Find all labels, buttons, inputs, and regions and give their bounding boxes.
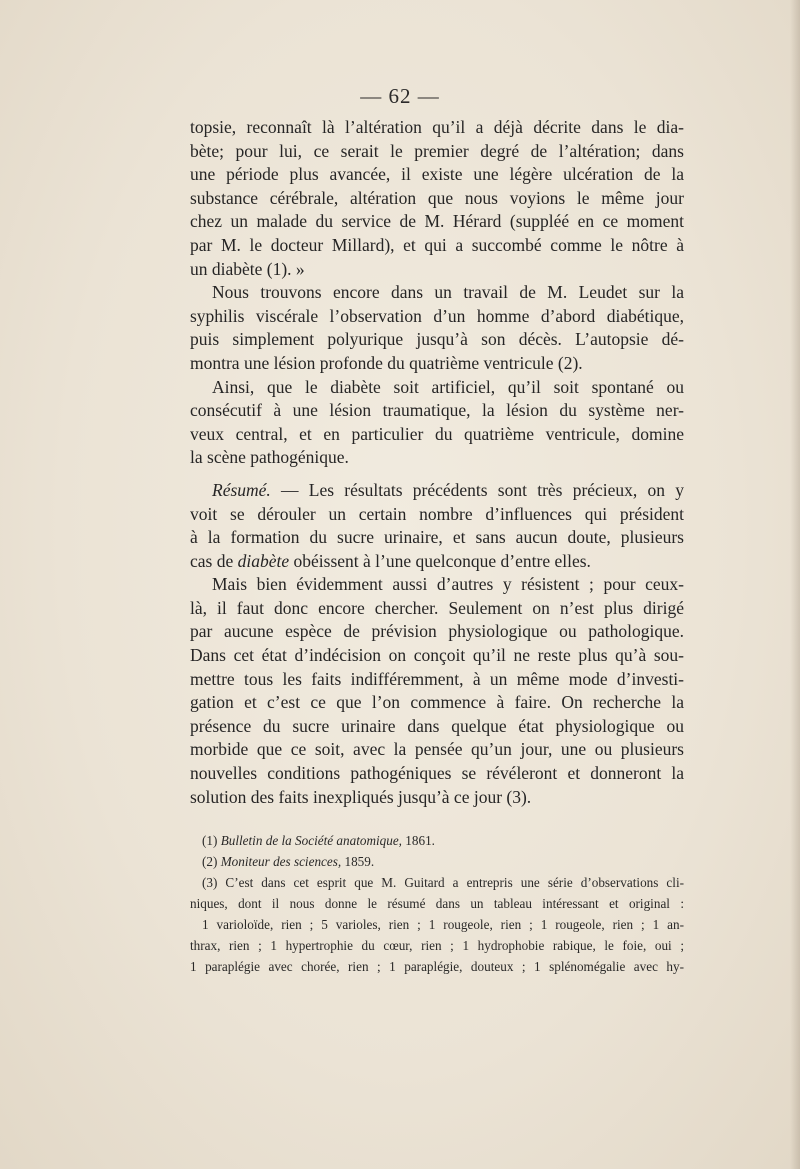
text-line: chez un malade du service de M. Hérard (suppléé en ce moment <box>190 211 684 232</box>
text-line: veux central, et en particulier du quatrième ventricule, domine <box>190 423 684 444</box>
footnote-2 <box>190 851 684 872</box>
text-line: Dans cet état d’indécision on conçoit qu’il ne reste plus qu’à sou- <box>190 645 684 666</box>
text-line: voit se dérouler un certain nombre d’influences qui président <box>190 503 684 524</box>
footnote-title: Moniteur des sciences, <box>220 854 342 869</box>
text-line: Nous trouvons encore dans un travail de M. Leudet sur la <box>212 282 684 303</box>
footnote-1 <box>190 830 684 851</box>
text-line: montra une lésion profonde du quatrième ventricule (2). <box>190 352 583 373</box>
text-line: un diabète (1). » <box>190 258 305 279</box>
main-text <box>190 116 684 809</box>
footnote-marker: (1) <box>202 833 218 848</box>
text-line: bète; pour lui, ce serait le premier degré de l’altération; dans <box>190 140 684 161</box>
page-edge-shadow <box>790 0 800 1169</box>
diabete-word: diabète <box>237 550 290 571</box>
footnote-3-line: (3) C’est dans cet esprit que M. Guitard a entrepris une série d’observations cli- <box>202 875 684 890</box>
text-line: mettre tous les faits indifféremment, à un même mode d’investi- <box>190 668 684 689</box>
text-line: solution des faits inexpliqués jusqu’à ce jour (3). <box>190 786 532 807</box>
text-fragment: cas de <box>190 550 238 571</box>
text-line: puis simplement polyurique jusqu’à son décès. L’autopsie dé- <box>190 329 684 350</box>
text-line: par M. le docteur Millard), et qui a succombé comme le nôtre à <box>190 234 684 255</box>
text-line <box>190 479 684 503</box>
footnote-3-line: 1 paraplégie avec chorée, rien ; 1 paraplégie, douteux ; 1 splénomégalie avec hy- <box>190 959 684 974</box>
text-line: topsie, reconnaît là l’altération qu’il a déjà décrite dans le dia- <box>190 117 684 137</box>
footnote-year: 1859. <box>341 854 375 869</box>
text-line: gation et c’est ce que l’on commence à faire. On recherche la <box>190 692 684 713</box>
text-line: par aucune espèce de prévision physiologique ou pathologique. <box>190 621 684 642</box>
text-line: là, il faut donc encore chercher. Seulement on n’est plus dirigé <box>190 597 684 618</box>
paragraph-gap <box>190 470 684 479</box>
text-line: nouvelles conditions pathogéniques se révéleront et donneront la <box>190 763 684 784</box>
page-number: — 62 — <box>360 84 440 108</box>
text-line: la scène pathogénique. <box>190 447 349 468</box>
footnote-3-line: thrax, rien ; 1 hypertrophie du cœur, rien ; 1 hydrophobie rabique, le foie, oui ; <box>190 938 684 953</box>
footnote-marker: (2) <box>202 854 218 869</box>
footnote-3-line: niques, dont il nous donne le résumé dans un tableau intéressant et original : <box>190 896 684 911</box>
text-line: consécutif à une lésion traumatique, la lésion du système ner- <box>190 400 684 421</box>
text-line: Ainsi, que le diabète soit artificiel, qu’il soit spontané ou <box>212 376 684 397</box>
text-line: morbide que ce soit, avec la pensée qu’un jour, une ou plusieurs <box>190 739 684 760</box>
footnote-title: Bulletin de la Société anatomique, <box>220 833 402 848</box>
text-line: Mais bien évidemment aussi d’autres y résistent ; pour ceux- <box>212 574 684 595</box>
resume-label: Résumé. <box>212 479 271 500</box>
text-line: à la formation du sucre urinaire, et sans aucun doute, plusieurs <box>190 527 684 548</box>
text-line: syphilis viscérale l’observation d’un homme d’abord diabétique, <box>190 305 684 326</box>
footnote-year: 1861. <box>401 833 435 848</box>
text-line <box>190 550 684 574</box>
text-fragment: obéissent à l’une quelconque d’entre elles. <box>289 550 591 571</box>
text-line: présence du sucre urinaire dans quelque état physiologique ou <box>190 715 684 736</box>
text-line: substance cérébrale, altération que nous voyions le même jour <box>190 187 684 208</box>
footnotes <box>190 830 684 977</box>
text-fragment: — Les résultats précédents sont très précieux, on y <box>281 479 684 500</box>
text-line: une période plus avancée, il existe une légère ulcération de la <box>190 164 684 185</box>
footnote-3-line: 1 varioloïde, rien ; 5 varioles, rien ; 1 rougeole, rien ; 1 rougeole, rien ; 1 an- <box>202 917 684 932</box>
